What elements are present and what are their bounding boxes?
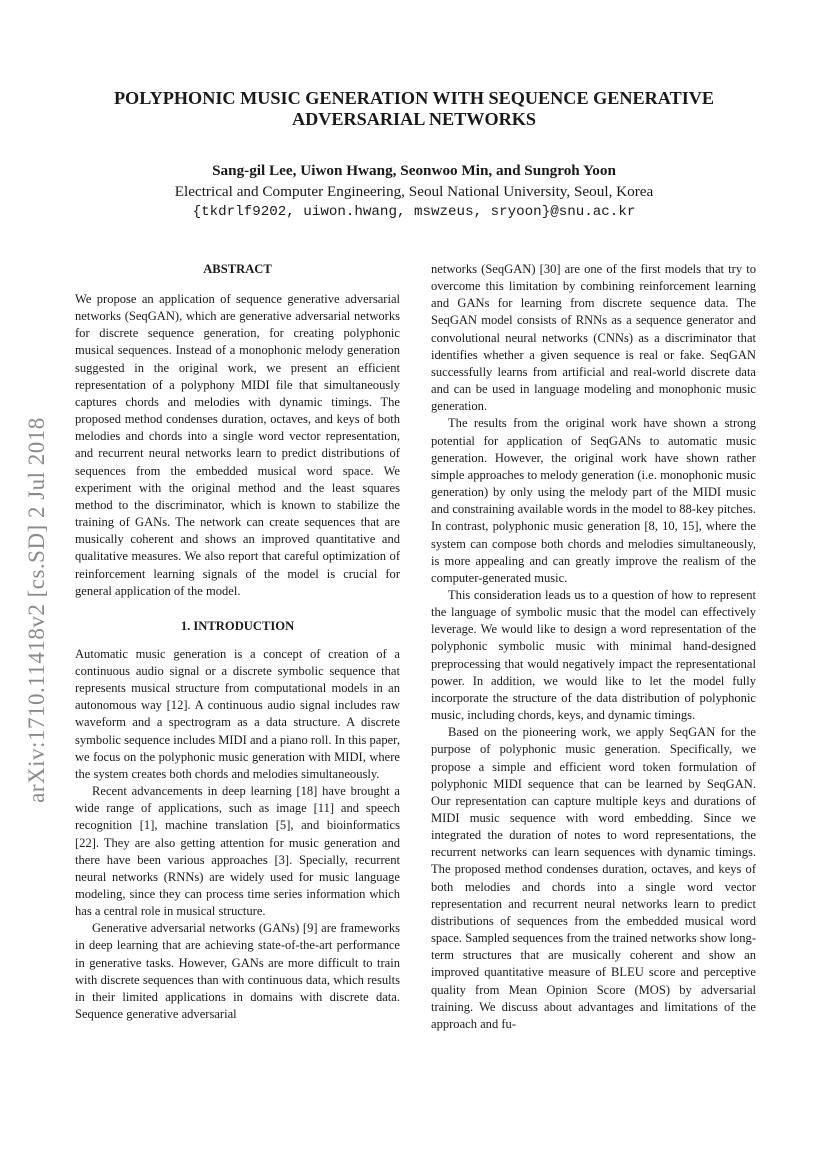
intro-paragraph-5: This consideration leads us to a question of how to represent the language of symbolic music that the model can effectively leverage. We would like to design a word representation of the polyphonic symbolic music with minimal hand-designed preprocessing that would negatively impact the representational power. In addition, we would like to let the model fully incorporate the structure of the data distribution of polyphonic music, including chords, keys, and dynamic timings.	[431, 587, 756, 723]
author-block	[60, 161, 768, 223]
arxiv-identifier: arXiv:1710.11418v2 [cs.SD] 2 Jul 2018	[24, 417, 49, 803]
arxiv-watermark	[22, 380, 52, 840]
paper-title	[60, 88, 768, 130]
intro-paragraph-3: Generative adversarial networks (GANs) [9] are frameworks in deep learning that are achieving state-of-the-art performance in generative tasks. However, GANs are more difficult to train with discrete sequences than with continuous data, which results in their limited applications in domains with discrete data. Sequence generative adversarial	[75, 921, 400, 1022]
author-names: Sang-gil Lee, Uiwon Hwang, Seonwoo Min, and Sungroh Yoon	[212, 162, 616, 179]
abstract-text: We propose an application of sequence generative adversarial networks (SeqGAN), which are generative adversarial networks for discrete sequence generation, for creating polyphonic musical sequences. Instead of a monophonic melody generation suggested in the original work, we present an efficient representation of a polyphony MIDI file that simultaneously captures chords and melodies with dynamic timings. The proposed method condenses duration, octaves, and keys of both melodies and chords into a single word vector representation, and recurrent neural networks learn to predict distributions of sequences from the embedded musical word space. We experiment with the original method and the least squares method to the discriminator, which is known to stabilize the training of GANs. The network can create sequences that are musically coherent and shows an improved quantitative and qualitative measures. We also report that careful optimization of reinforcement learning signals of the model is crucial for general application of the model.	[75, 292, 400, 598]
title-line-1: POLYPHONIC MUSIC GENERATION WITH SEQUENCE GENERATIVE	[113, 88, 715, 108]
title-line-2: ADVERSARIAL NETWORKS	[291, 109, 537, 129]
intro-paragraph-4: The results from the original work have shown a strong potential for application of SeqGANs to automatic music generation. However, the original work have shown rather simple approaches to melody generation (i.e. monophonic music generation) by only using the melody part of the MIDI music and constraining available words in the model to 88-key pitches. In contrast, polyphonic music generation [8, 10, 15], where the system can compose both chords and melodies simultaneously, is more appealing and can greatly improve the realism of the computer-generated music.	[431, 416, 756, 585]
abstract-heading: ABSTRACT	[203, 262, 272, 276]
author-emails: {tkdrlf9202, uiwon.hwang, mswzeus, sryoon}@snu.ac.kr	[192, 204, 636, 220]
author-affiliation: Electrical and Computer Engineering, Seoul National University, Seoul, Korea	[174, 182, 654, 200]
intro-paragraph-3-continued: networks (SeqGAN) [30] are one of the first models that try to overcome this limitation by combining reinforcement learning and GANs for learning from discrete sequence data. The SeqGAN model consists of RNNs as a sequence generator and convolutional neural networks (CNNs) as a discriminator that identifies whether a given sequence is real or fake. SeqGAN successfully learns from artificial and real-world discrete data and can be used in language modeling and monophonic music generation.	[431, 262, 756, 414]
right-column	[431, 261, 756, 1033]
intro-paragraph-1: Automatic music generation is a concept of creation of a continuous audio signal or a discrete symbolic sequence that represents musical structure from computational models in an autonomous way [12]. A continuous audio signal includes raw waveform and a spectrogram as a data structure. A discrete symbolic sequence includes MIDI and a piano roll. In this paper, we focus on the polyphonic music generation with MIDI, where the system creates both chords and melodies simultaneously.	[75, 646, 400, 781]
left-column	[75, 261, 400, 1023]
intro-paragraph-2: Recent advancements in deep learning [18] have brought a wide range of applications, such as image [11] and speech recognition [1], machine translation [5], and bioinformatics [22]. They are also getting attention for music generation and there have been various approaches [3]. Specially, recurrent neural networks (RNNs) are widely used for music language modeling, since they can process time series information which has a central role in musical structure.	[75, 784, 400, 919]
intro-paragraph-6: Based on the pioneering work, we apply SeqGAN for the purpose of polyphonic music generation. Specifically, we propose a simple and efficient word token formulation of polyphonic MIDI sequence that can be learned by SeqGAN. Our representation can capture multiple keys and durations of MIDI music sequence with word embedding. Since we integrated the duration of notes to word representations, the recurrent networks can learn sequences with dynamic timings. The proposed method condenses duration, octaves, and keys of both melodies and chords into a single word vector representation and recurrent neural networks learn to predict distributions of sequences from the embedded musical word space. Sampled sequences from the trained networks show long-term structures that are musically coherent and show an improved quantitative measure of BLEU score and perceptive quality from Mean Opinion Score (MOS) by adversarial training. We discuss about advantages and limitations of the approach and fu-	[431, 725, 756, 1031]
introduction-heading: 1. INTRODUCTION	[180, 618, 295, 633]
